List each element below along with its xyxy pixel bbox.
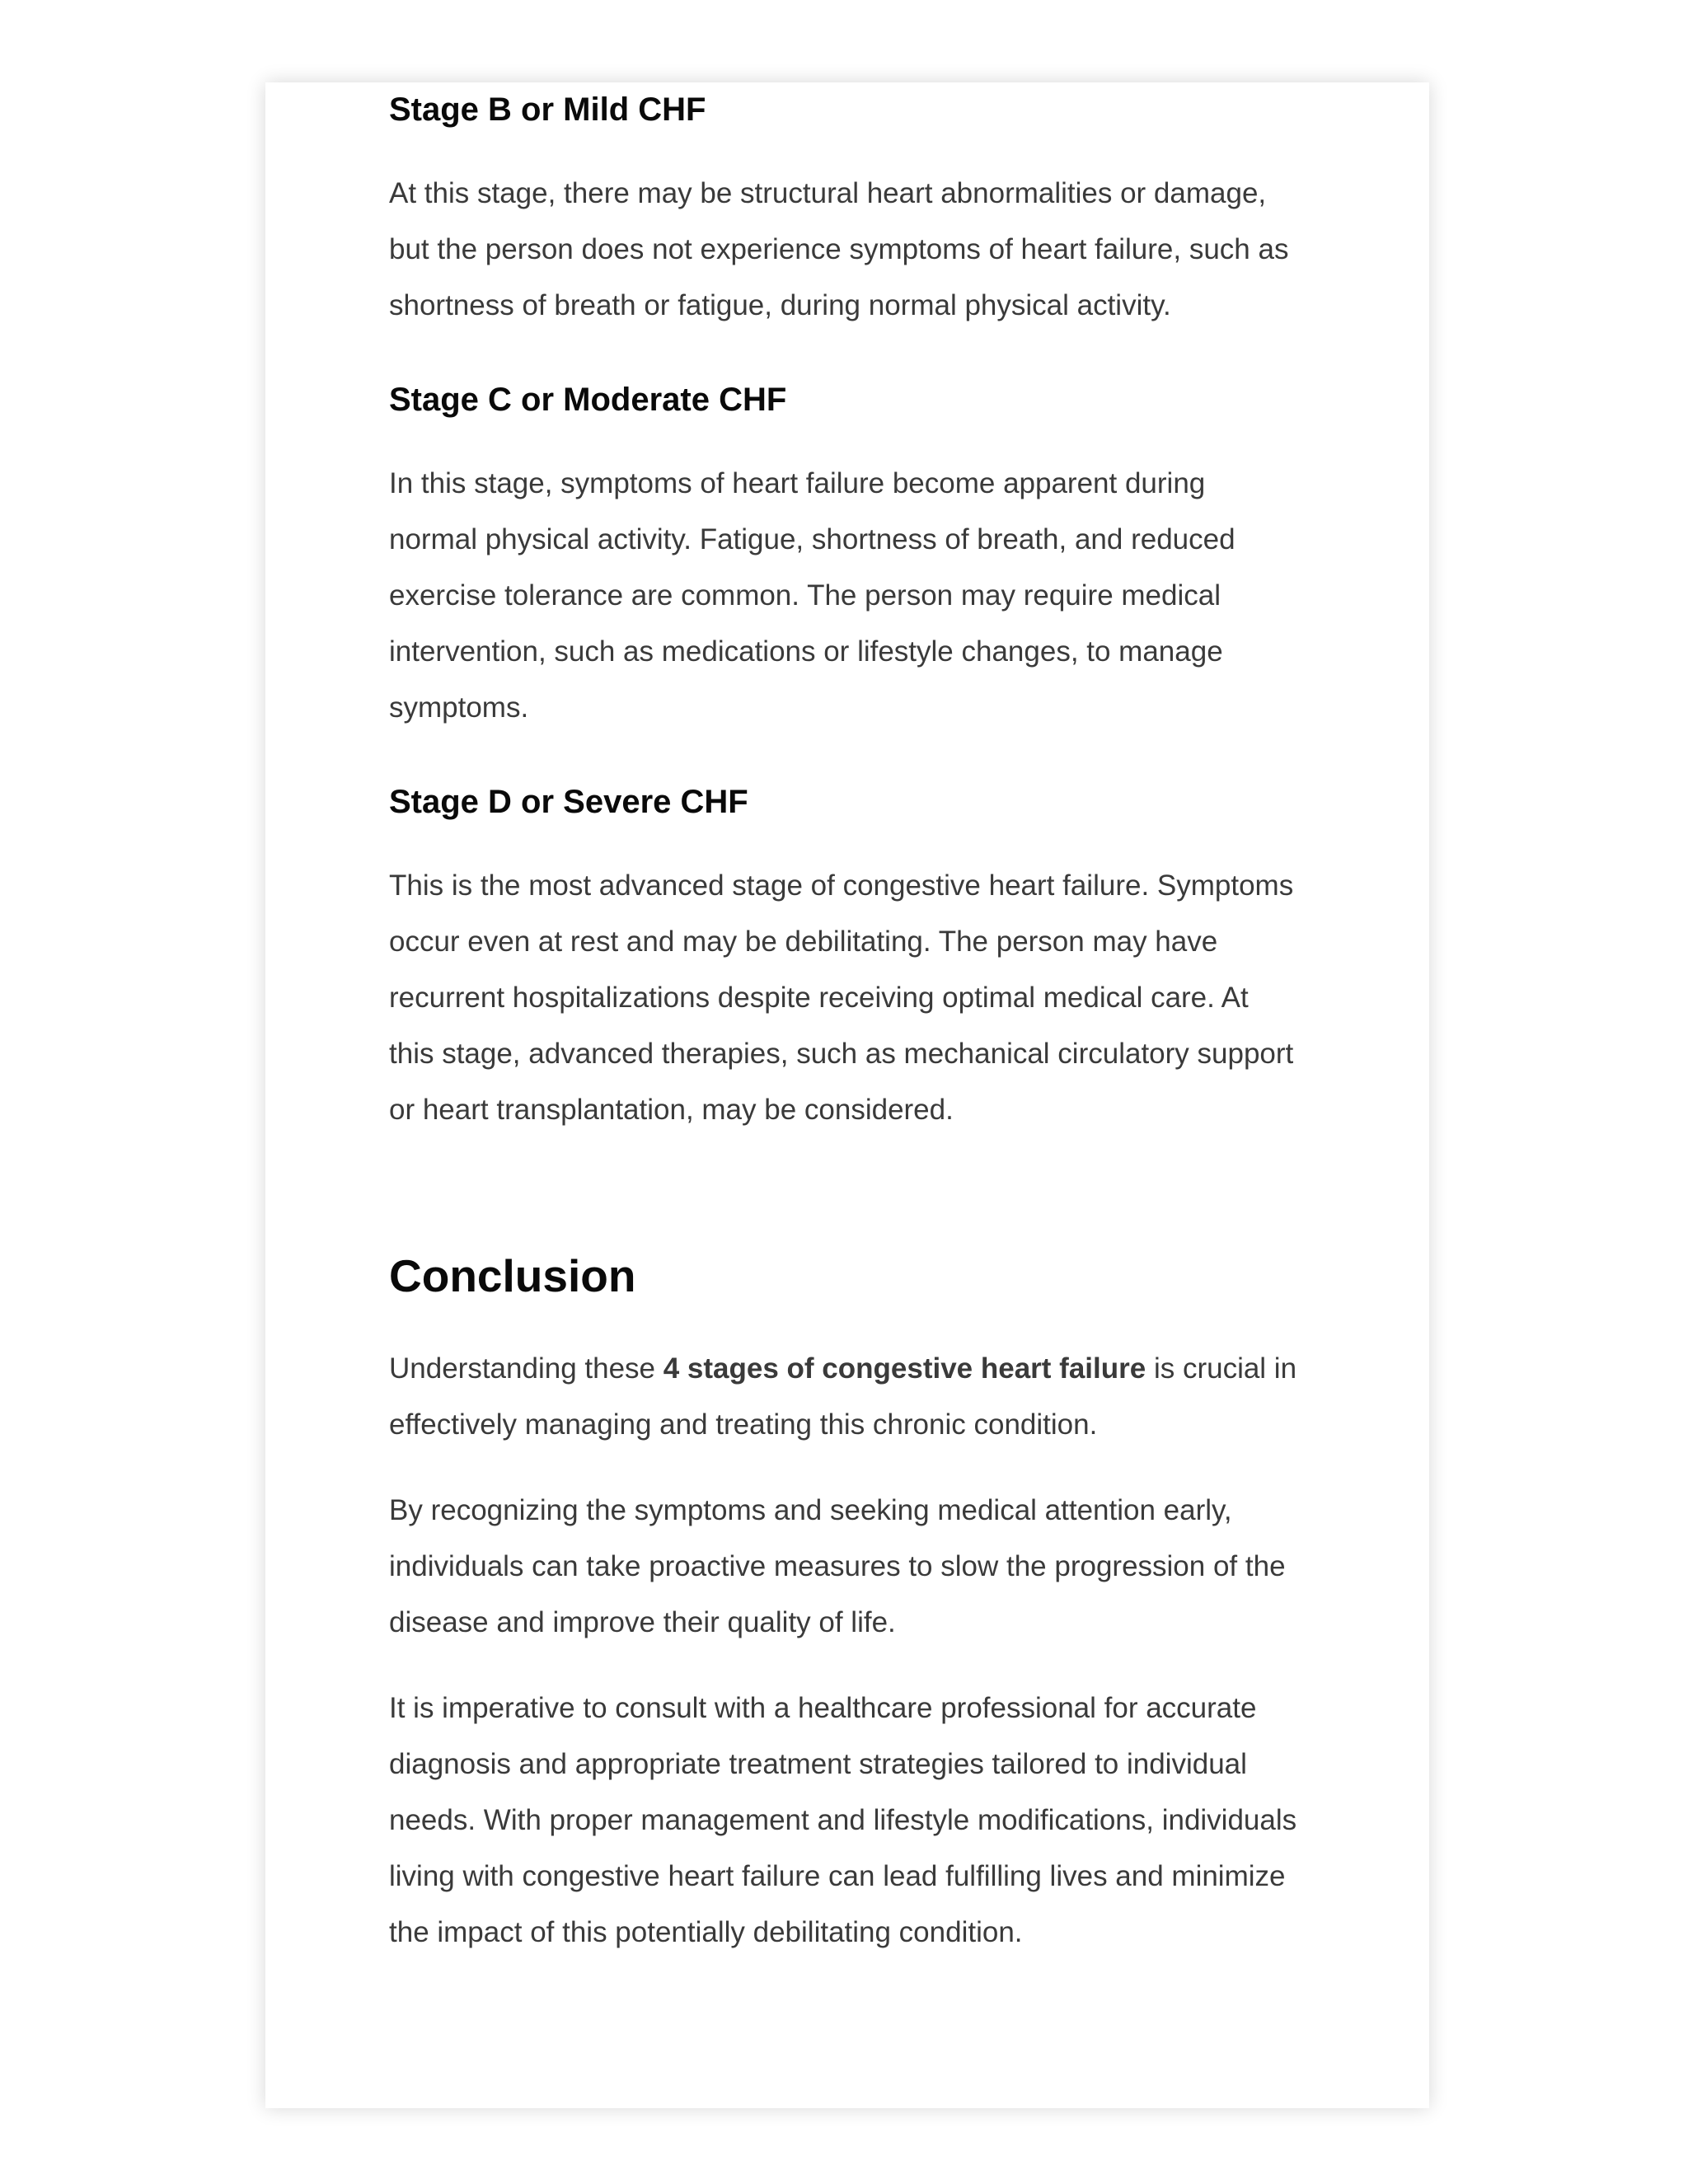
text-line: but the person does not experience symptoms of heart failure, such as — [389, 233, 1289, 265]
text-line: living with congestive heart failure can lead fulfilling lives and minimize — [389, 1860, 1286, 1892]
stage-c-heading: Stage C or Moderate CHF — [389, 382, 787, 418]
conclusion-heading: Conclusion — [389, 1250, 636, 1301]
conclusion-paragraph-3 — [389, 1680, 1312, 1961]
text-line: the impact of this potentially debilitating condition. — [389, 1916, 1023, 1948]
text-line: symptoms. — [389, 691, 529, 724]
text-line: In this stage, symptoms of heart failure become apparent during — [389, 467, 1206, 499]
bold-keyword: 4 stages of congestive heart failure — [663, 1352, 1146, 1385]
text-line: occur even at rest and may be debilitating. The person may have — [389, 926, 1218, 958]
stage-b-paragraph — [389, 166, 1312, 334]
article-content — [389, 82, 1312, 1961]
text-line: This is the most advanced stage of congestive heart failure. Symptoms — [389, 869, 1294, 902]
article-page — [265, 82, 1429, 2108]
text-line: intervention, such as medications or lifestyle changes, to manage — [389, 635, 1223, 668]
text-line: shortness of breath or fatigue, during normal physical activity. — [389, 289, 1171, 321]
text-line: this stage, advanced therapies, such as mechanical circulatory support — [389, 1038, 1294, 1070]
stage-d-paragraph — [389, 858, 1312, 1138]
text-segment: Understanding these — [389, 1352, 663, 1385]
text-line: recurrent hospitalizations despite receiving optimal medical care. At — [389, 982, 1249, 1014]
stage-d-heading: Stage D or Severe CHF — [389, 784, 748, 820]
text-line: By recognizing the symptoms and seeking medical attention early, — [389, 1494, 1232, 1526]
text-segment: is crucial in — [1146, 1352, 1297, 1385]
text-line: exercise tolerance are common. The person may require medical — [389, 579, 1221, 612]
conclusion-paragraph-1 — [389, 1341, 1312, 1453]
text-line: needs. With proper management and lifestyle modifications, individuals — [389, 1804, 1297, 1836]
text-line: normal physical activity. Fatigue, shortness of breath, and reduced — [389, 523, 1236, 555]
text-line: effectively managing and treating this chronic condition. — [389, 1408, 1098, 1441]
text-line: At this stage, there may be structural heart abnormalities or damage, — [389, 177, 1267, 209]
text-line: or heart transplantation, may be considered. — [389, 1094, 954, 1126]
text-line: disease and improve their quality of life. — [389, 1606, 896, 1638]
stage-c-paragraph — [389, 456, 1312, 736]
text-line: It is imperative to consult with a healthcare professional for accurate — [389, 1692, 1257, 1724]
text-line: diagnosis and appropriate treatment strategies tailored to individual — [389, 1748, 1247, 1780]
text-line: individuals can take proactive measures to slow the progression of the — [389, 1550, 1286, 1582]
conclusion-paragraph-2 — [389, 1483, 1312, 1651]
stage-b-heading: Stage B or Mild CHF — [389, 91, 706, 128]
